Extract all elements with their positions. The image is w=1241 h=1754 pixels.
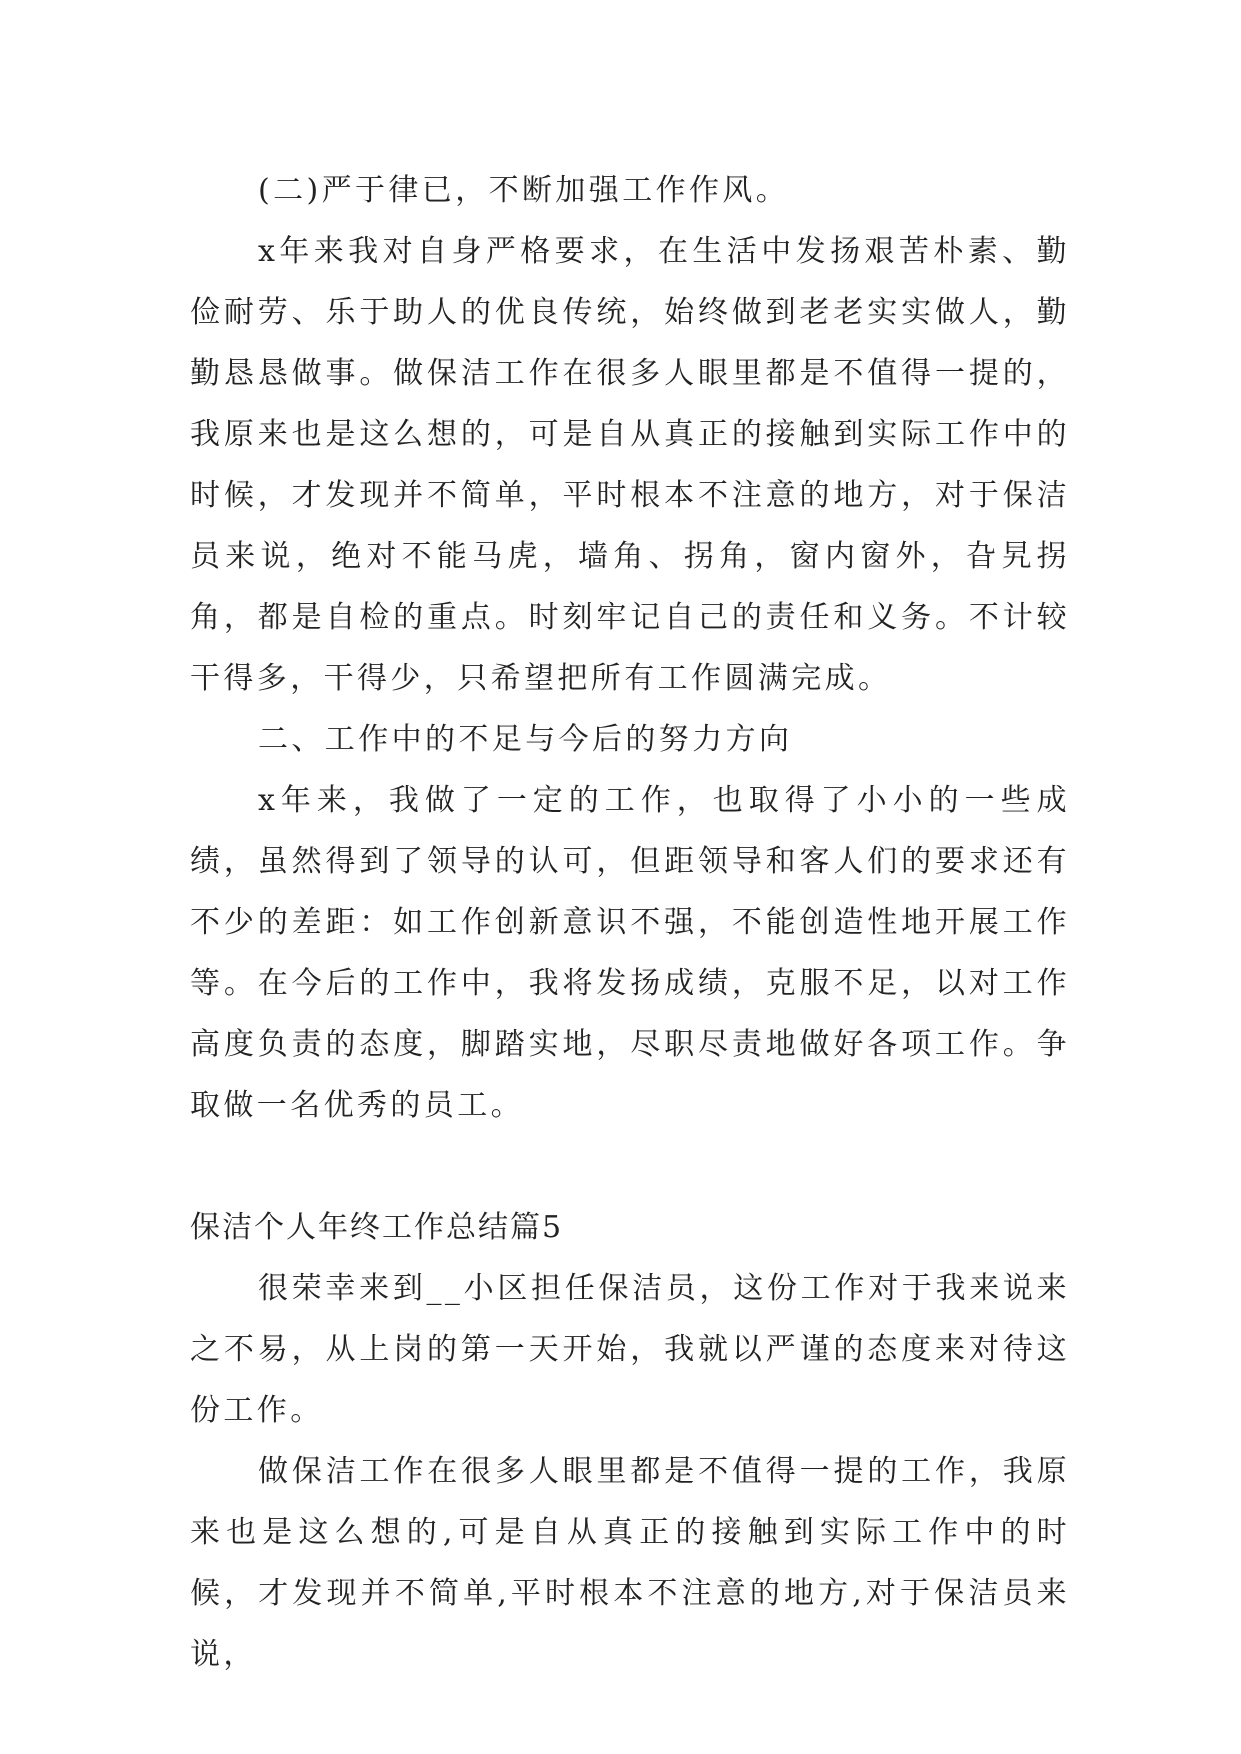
paragraph-cleaning-work: 做保洁工作在很多人眼里都是不值得一提的工作，我原来也是这么想的,可是自从真正的接触到实际工作中的时候，才发现并不简单,平时根本不注意的地方,对于保洁员来说， xyxy=(190,1454,1070,1672)
paragraph-intro-community: 很荣幸来到__小区担任保洁员，这份工作对于我来说来之不易，从上岗的第一天开始，我就以严谨的态度来对待这份工作。 xyxy=(190,1271,1070,1428)
document-page xyxy=(190,160,1070,1685)
paragraph-achievements-and-gaps: x年来，我做了一定的工作，也取得了小小的一些成绩，虽然得到了领导的认可，但距领导和客人们的要求还有不少的差距：如工作创新意识不强，不能创造性地开展工作等。在今后的工作中，我将发扬成绩，克服不足，以对工作高度负责的态度，脚踏实地，尽职尽责地做好各项工作。争取做一名优秀的员工。 xyxy=(190,783,1070,1123)
paragraph-self-requirements: x年来我对自身严格要求，在生活中发扬艰苦朴素、勤俭耐劳、乐于助人的优良传统，始终做到老老实实做人，勤勤恳恳做事。做保洁工作在很多人眼里都是不值得一提的，我原来也是这么想的，可是自从真正的接触到实际工作中的时候，才发现并不简单，平时根本不注意的地方，对于保洁员来说，绝对不能马虎，墙角、拐角，窗内窗外，旮旯拐角，都是自检的重点。时刻牢记自己的责任和义务。不计较干得多，干得少，只希望把所有工作圆满完成。 xyxy=(190,234,1070,696)
section-title: 保洁个人年终工作总结篇5 xyxy=(190,1210,564,1245)
paragraph-heading-shortcomings: 二、工作中的不足与今后的努力方向 xyxy=(258,722,793,757)
paragraph-subheading-self-discipline: (二)严于律已，不断加强工作作风。 xyxy=(258,173,790,208)
